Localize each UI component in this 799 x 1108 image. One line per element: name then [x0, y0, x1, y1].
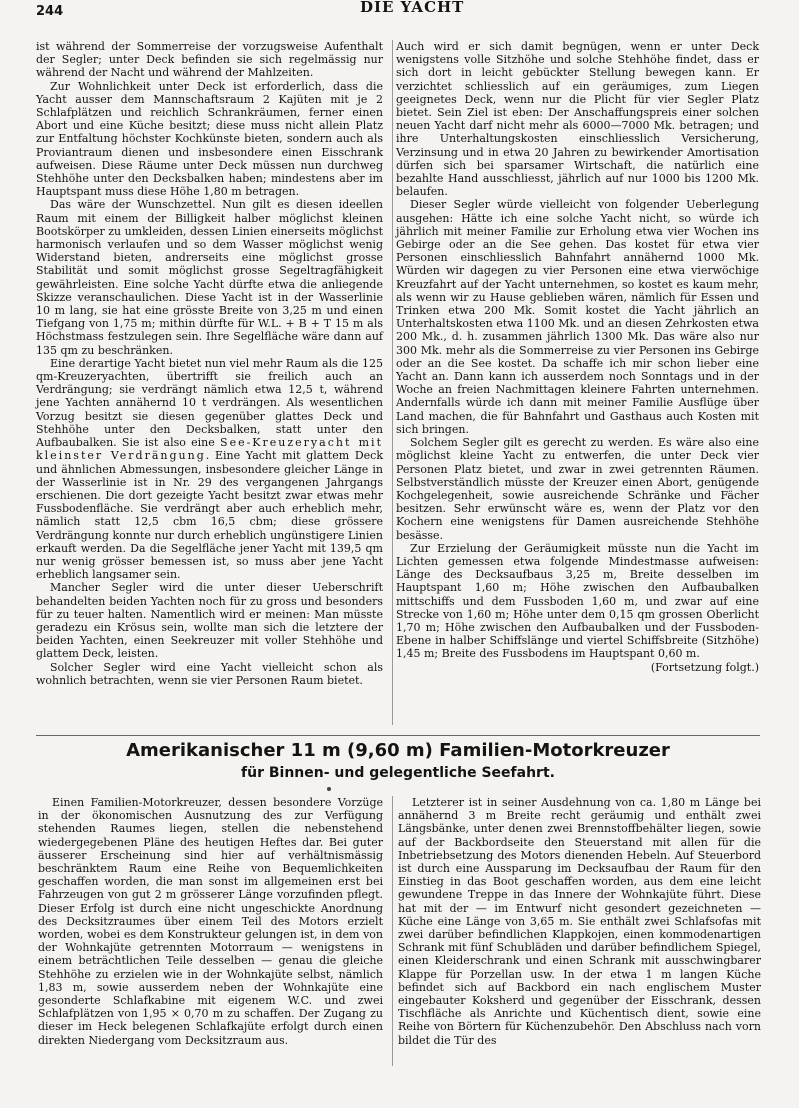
prev-article-column-left: [36, 40, 383, 687]
article-column-left: [38, 796, 383, 1047]
paragraph: [36, 357, 383, 581]
page-number: 244: [36, 4, 64, 19]
column-divider: [392, 796, 393, 1066]
paragraph: Zur Wohnlichkeit unter Deck ist erforderlich, dass die Yacht ausser dem Mannschaftsraum 2 Kajüten mit je 2 Schlafplätzen und reichlich Schrankräumen, ferner einen Abort und eine Küche besitzt; diese muss nicht allein Platz zur Entfaltung höchster Kochkünste bieten, sondern auch als Proviantraum dienen und insbesondere einen Eisschrank aufweisen. Diese Räume unter Deck müssen nun durchweg Stehhöhe unter den Decksbalken haben; mindestens aber im Hauptspant muss diese Höhe 1,80 m betragen.: [36, 79, 383, 199]
page-header: [0, 2, 799, 22]
paragraph: Einen Familien-Motorkreuzer, dessen besondere Vorzüge in der ökonomischen Ausnutzung des zur Verfügung stehenden Raumes liegen, stellen die nebenstehend wiedergegebenen Pläne des heutigen Heftes dar. Bei guter äusserer Erscheinung sind hier auf verhältnismässig beschränktem Raum eine Reihe von Bequemlichkeiten geschaffen worden, die man sonst im allgemeinen erst bei Fahrzeugen von gut 2 m grösserer Länge vorzufinden pflegt. Dieser Erfolg ist durch eine nicht ungeschickte Anordnung des Decksitzraumes über einem Teil des Motors erzielt worden, wobei es dem Konstrukteur gelungen ist, in dem von der Wohnkajüte getrennten Motorraum — wenigstens in einem beträchtlichen Teile desselben — genau die gleiche Stehhöhe zu erzielen wie in der Wohnkajüte selbst, nämlich 1,83 m, sowie ausserdem neben der Wohnkajüte eine gesonderte Schlafkabine mit eigenem W.C. und zwei Schlafplätzen von 1,95 × 0,70 m zu schaffen. Der Zugang zu dieser im Heck belegenen Schlafkajüte erfolgt durch einen direkten Niedergang vom Decksitzraum aus.: [38, 796, 383, 1047]
section-rule: [36, 735, 760, 736]
prev-article-column-right: [396, 40, 759, 674]
paragraph: ist während der Sommerreise der vorzugsweise Aufenthalt der Segler; unter Deck befinden sie sich regelmässig nur während der Nacht und während der Mahlzeiten.: [36, 40, 383, 80]
running-title: DIE YACHT: [360, 0, 465, 16]
paragraph: Mancher Segler wird die unter dieser Ueberschrift behandelten beiden Yachten noch für zu gross und besonders für zu teuer halten. Namentlich wird er meinen: Man müsste geradezu ein Krösus sein, wollte man sich die letztere der beiden Yachten, einen Seekreuzer mit voller Stehhöhe und glattem Deck, leisten.: [36, 581, 383, 661]
text-run: . Eine Yacht mit glattem Deck und ähnlichen Abmessungen, insbesondere gleicher Länge in der Wasserlinie ist in Nr. 29 des vergangenen Jahrgangs erschienen. Die dort gezeigte Yacht besitzt zwar etwas mehr Fussbodenfläche. Sie verdrängt aber auch erheblich mehr, nämlich statt 12,5 cbm 16,5 cbm; diese grössere Verdrängung konnte nur durch erheblich ungünstigere Linien erkauft werden. Da die Segelfläche jener Yacht mit 139,5 qm nur wenig grösser bemessen ist, so muss aber jene Yacht erheblich langsamer sein.: [36, 449, 383, 582]
article-column-right: [398, 796, 761, 1047]
paragraph: Das wäre der Wunschzettel. Nun gilt es diesen ideellen Raum mit einem der Billigkeit halber möglichst kleinen Bootskörper zu umkleiden, dessen Linien einerseits möglichst harmonisch verlaufen und so dem Wasser möglichst wenig Widerstand bieten, andrerseits eine möglichst grosse Stabilität und somit möglichst grosse Segeltragfähigkeit gewährleisten. Eine solche Yacht dürfte etwa die anliegende Skizze veranschaulichen. Diese Yacht ist in der Wasserlinie 10 m lang, sie hat eine grösste Breite von 3,25 m und einen Tiefgang von 1,75 m; mithin dürfte für W.L. + B + T 15 m als Höchstmass festzulegen sein. Ihre Segelfläche wäre dann auf 135 qm zu beschränken.: [36, 198, 383, 357]
paragraph: Zur Erzielung der Geräumigkeit müsste nun die Yacht im Lichten gemessen etwa folgende Mindestmasse aufweisen: Länge des Decksaufbaus 3,25 m, Breite desselben im Hauptspant 1,60 m; Höhe zwischen den Aufbaubalken mittschiffs und dem Fussboden 1,60 m, und zwar auf eine Strecke von 1,60 m; Höhe unter dem 0,15 qm grossen Oberlicht 1,70 m; Höhe zwischen den Aufbaubalken und der Fussboden-Ebene in halber Schiffslänge und viertel Schiffsbreite (Sitzhöhe) 1,45 m; Breite des Fussbodens im Hauptspant 0,60 m.: [396, 541, 759, 661]
column-divider: [392, 40, 393, 725]
article-title: Amerikanischer 11 m (9,60 m) Familien-Motorkreuzer: [126, 740, 670, 761]
text-run: Eine derartige Yacht bietet nun viel mehr Raum als die 125 qm-Kreuzeryachten, übertrifft sie freilich auch an Verdrängung; sie verdrängt nämlich etwa 12,5 t, während jene Yachten annähernd 10 t verdrängen. Als wesentlichen Vorzug besitzt sie diesen gegenüber glattes Deck und Stehhöhe unter den Decksbalken, statt unter den Aufbaubalken. Sie ist also eine: [36, 356, 383, 450]
paragraph: Dieser Segler würde vielleicht von folgender Ueberlegung ausgehen: Hätte ich eine solche Yacht nicht, so würde ich jährlich mit meiner Familie zur Erholung etwa vier Wochen ins Gebirge oder an die See gehen. Das kostet für etwa vier Personen einschliesslich Bahnfahrt annähernd 1000 Mk. Würden wir dagegen zu vier Personen eine etwa vierwöchige Kreuzfahrt auf der Yacht unternehmen, so kostet es kaum mehr, als wenn wir zu Hause geblieben wären, nämlich für Essen und Trinken etwa 200 Mk. Somit kostet die Yacht jährlich an Unterhaltskosten etwa 1100 Mk. und an diesen Zehrkosten etwa 200 Mk., d. h. zusammen jährlich 1300 Mk. Das wäre also nur 300 Mk. mehr als die Sommerreise zu vier Personen ins Gebirge oder an die See kostet. Da schaffe ich mir schon lieber eine Yacht an. Dann kann ich ausserdem noch Sonntags und in der Woche an freien Nachmittagen kleinere Fahrten unternehmen. Andernfalls würde ich dann mit meiner Familie Ausflüge über Land machen, die für Bahnfahrt und Gasthaus auch Kosten mit sich bringen.: [396, 198, 759, 436]
paragraph: Solcher Segler wird eine Yacht vielleicht schon als wohnlich betrachten, wenn sie vier Personen Raum bietet.: [36, 660, 383, 687]
ornament-dot: [327, 787, 331, 791]
article-subtitle: für Binnen- und gelegentliche Seefahrt.: [241, 765, 555, 781]
paragraph: Letzterer ist in seiner Ausdehnung von ca. 1,80 m Länge bei annähernd 3 m Breite recht geräumig und enthält zwei Längsbänke, unter denen zwei Brennstoffbehälter liegen, sowie auf der Backbordseite den Steuerstand mit allen für die Inbetriebsetzung des Motors dienenden Hebeln. Auf Steuerbord ist durch eine Aussparung im Decksaufbau der Raum für den Einstieg in das Boot geschaffen worden, aus dem eine leicht gewundene Treppe in das Innere der Wohnkajüte führt. Diese hat mit der — im Entwurf nicht gesondert gezeichneten — Küche eine Länge von 3,65 m. Sie enthält zwei Schlafsofas mit zwei darüber befindlichen Klappkojen, einen kommodenartigen Schrank mit fünf Schubläden und darüber befindlichem Spiegel, einen Kleiderschrank und einen Schrank mit ausschwingbarer Klappe für Porzellan usw. In der etwa 1 m langen Küche befindet sich auf Backbord ein nach englischem Muster eingebauter Koksherd und gegenüber der Eisschrank, dessen Tischfläche als Anrichte und Küchentisch dient, sowie eine Reihe von Börtern für Küchenzubehör. Den Abschluss nach vorn bildet die Tür des: [398, 796, 761, 1047]
paragraph: Auch wird er sich damit begnügen, wenn er unter Deck wenigstens volle Sitzhöhe und solche Stehhöhe findet, dass er sich dort in leicht gebückter Stellung bewegen kann. Er verzichtet schliesslich auf ein geräumiges, zum Liegen geeignetes Deck, wenn nur die Plicht für vier Segler Platz bietet. Sein Ziel ist eben: Der Anschaffungspreis einer solchen neuen Yacht darf nicht mehr als 6000—7000 Mk. betragen; und ihre Unterhaltungskosten einschliesslich Versicherung, Verzinsung und in etwa 20 Jahren zu bewirkender Amortisation dürfen sich bei sparsamer Wirtschaft, die natürlich eine bezahlte Hand ausschliesst, jährlich auf nur 1000 bis 1200 Mk. belaufen.: [396, 40, 759, 199]
paragraph: Solchem Segler gilt es gerecht zu werden. Es wäre also eine möglichst kleine Yacht zu entwerfen, die unter Deck vier Personen Platz bietet, und zwar in zwei getrennten Räumen. Selbstverständlich müsste der Kreuzer einen Abort, genügende Kochgelegenheit, sowie ausreichende Schränke und Fächer besitzen. Sehr erwünscht wäre es, wenn der Platz vor den Kochern eine wenigstens für Damen ausreichende Stehhöhe besässe.: [396, 436, 759, 542]
continued-note: (Fortsetzung folgt.): [650, 660, 759, 674]
spaced-emphasis: See-Kreuzeryacht mit kleinster Verdrängung: [36, 436, 383, 463]
